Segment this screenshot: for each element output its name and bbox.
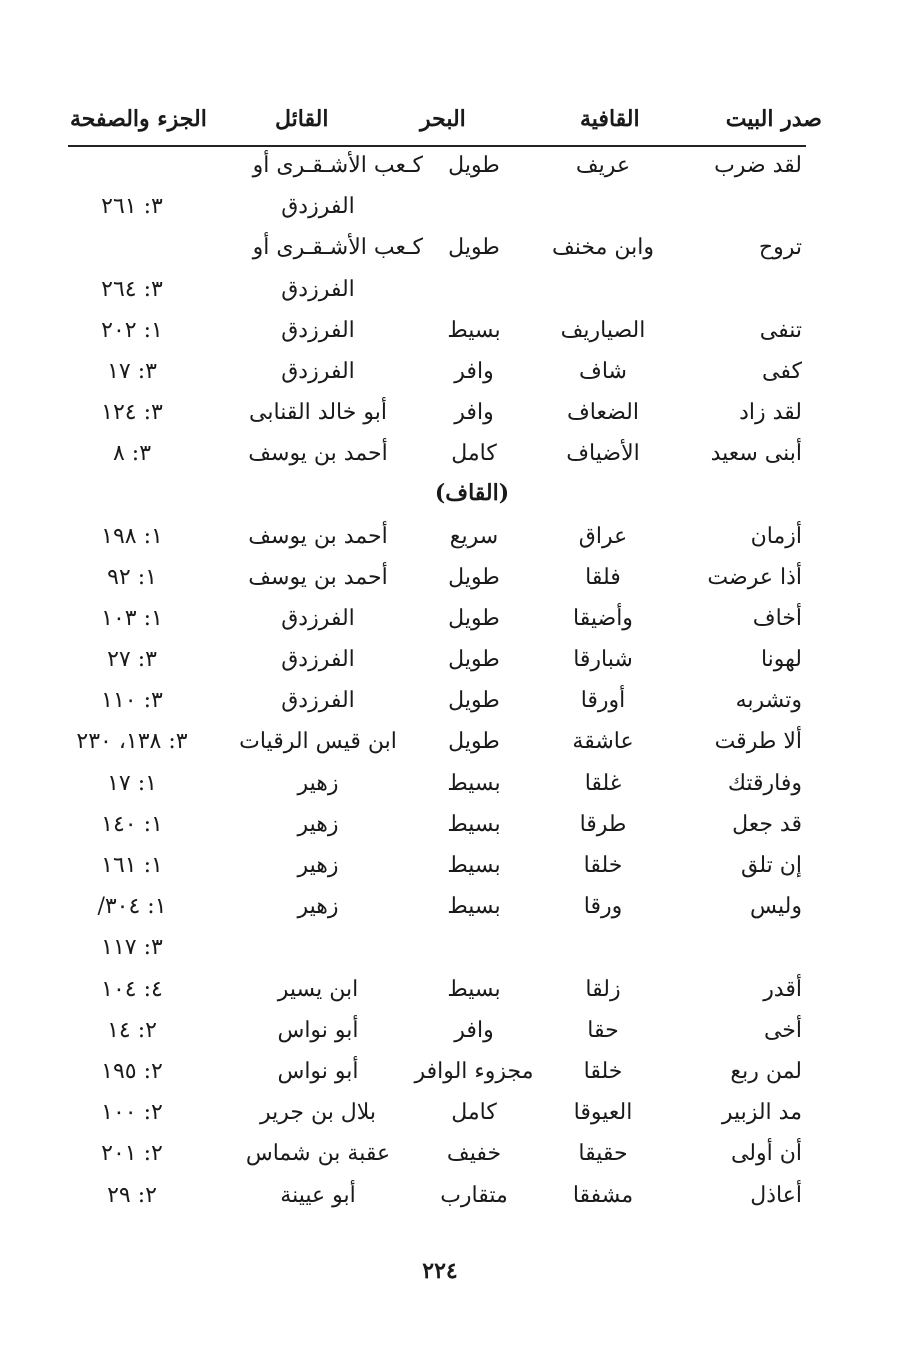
- verse-opening: مد الزبير: [721, 1100, 802, 1126]
- meter: بسيط: [447, 894, 501, 920]
- table-row: [0, 928, 924, 969]
- poet: الفرزدق: [281, 358, 355, 384]
- verse-opening: أقدر: [763, 976, 802, 1002]
- poet: الفرزدق: [281, 647, 355, 673]
- rhyme: طرقا: [579, 811, 627, 837]
- rhyme: فلقا: [585, 564, 621, 590]
- table-row: [0, 681, 924, 722]
- poet: الفرزدق: [281, 688, 355, 714]
- table-row: [0, 805, 924, 846]
- rhyme: الأضياف: [566, 441, 640, 467]
- verse-opening: تروح: [758, 235, 802, 261]
- volume-page-ref: ٣: ٢٦٤: [101, 276, 163, 302]
- rhyme: شاف: [579, 358, 627, 384]
- rhyme: العيوقا: [573, 1100, 633, 1126]
- poet: عقبة بن شماس: [245, 1141, 391, 1167]
- rhyme: زلقا: [585, 976, 621, 1002]
- verse-opening: أذا عرضت: [707, 564, 802, 590]
- table-row: [0, 1134, 924, 1175]
- verse-opening: ألا طرقت: [714, 729, 802, 755]
- volume-page-ref: ٢: ١٤: [107, 1017, 157, 1043]
- volume-page-ref: ٣: ١١٧: [101, 935, 163, 961]
- table-row: [0, 393, 924, 434]
- meter: وافر: [454, 1017, 494, 1043]
- rhyme: حقيقا: [578, 1141, 628, 1167]
- table-row: [0, 1011, 924, 1052]
- rhyme: الصياريف: [560, 317, 646, 343]
- rhyme: شبارقا: [573, 647, 633, 673]
- verse-opening: أخى: [763, 1017, 802, 1043]
- volume-page-ref: ٤: ١٠٤: [101, 976, 163, 1002]
- table-row: [0, 434, 924, 475]
- volume-page-ref: ١: ١٤٠: [101, 811, 163, 837]
- meter: كامل: [451, 441, 497, 467]
- page-number: ٢٢٤: [422, 1258, 458, 1284]
- verse-opening: وفارقتك: [727, 770, 802, 796]
- verse-opening: إن تلق: [740, 853, 802, 878]
- section-title: (القاف): [434, 479, 510, 506]
- table-row: [0, 599, 924, 640]
- section-heading: [0, 476, 924, 517]
- table-row: [0, 311, 924, 352]
- volume-page-ref: ٢: ٢٠١: [101, 1141, 163, 1167]
- rhyme: حقا: [587, 1017, 619, 1043]
- rhyme: عاشقة: [572, 729, 634, 755]
- meter: متقارب: [440, 1182, 508, 1208]
- verse-opening: أبنى سعيد: [710, 441, 802, 467]
- table-row: [0, 228, 924, 269]
- poet: بلال بن جرير: [259, 1100, 377, 1126]
- rhyme: ورقا: [583, 894, 623, 920]
- verse-opening: وتشربه: [735, 688, 802, 714]
- poet: الفرزدق: [281, 276, 355, 302]
- table-row: [0, 764, 924, 805]
- rhyme: مشفقا: [572, 1182, 634, 1208]
- poet: أبو خالد القنابى: [249, 400, 387, 426]
- verse-opening: وليس: [749, 894, 802, 920]
- table-row: [0, 846, 924, 887]
- meter: طويل: [448, 688, 500, 714]
- rhyme: خلقا: [583, 853, 623, 878]
- poet: أحمد بن يوسف: [248, 441, 388, 467]
- header-ref: الجزء والصفحة: [70, 106, 207, 132]
- verse-opening: لمن ربع: [730, 1058, 802, 1084]
- verse-index-table: [0, 146, 924, 1217]
- poet: زهير: [297, 853, 339, 878]
- volume-page-ref: ١: ١٠٣: [101, 605, 163, 631]
- header-sadr: صدر البيت: [725, 106, 822, 132]
- poet: الفرزدق: [281, 317, 355, 343]
- poet: أحمد بن يوسف: [248, 564, 388, 590]
- meter: طويل: [448, 647, 500, 673]
- table-row: [0, 558, 924, 599]
- volume-page-ref: ٣: ١٧: [107, 358, 157, 384]
- volume-page-ref: ٣: ٢٦١: [101, 194, 163, 220]
- volume-page-ref: ٣: ١٢٤: [101, 400, 163, 426]
- poet: ابن قيس الرقيات: [239, 729, 397, 755]
- header-qafiya: القافية: [580, 106, 640, 132]
- verse-opening: أعاذل: [750, 1182, 802, 1208]
- meter: مجزوء الوافر: [414, 1058, 534, 1084]
- rhyme: وابن مخنف: [552, 235, 654, 261]
- poet: ابن يسير: [277, 976, 359, 1002]
- table-row: [0, 722, 924, 763]
- meter: خفيف: [446, 1141, 502, 1167]
- poet: زهير: [297, 811, 339, 837]
- rhyme: عريف: [575, 153, 631, 178]
- poet: الفرزدق: [281, 194, 355, 220]
- volume-page-ref: ٢: ٢٩: [107, 1182, 157, 1208]
- meter: بسيط: [447, 770, 501, 796]
- rhyme: خلقا: [583, 1058, 623, 1084]
- table-row: [0, 270, 924, 311]
- volume-page-ref: ١: ٩٢: [107, 564, 157, 590]
- volume-page-ref: ١: ١٩٨: [101, 523, 163, 549]
- volume-page-ref: ٢: ١٩٥: [101, 1058, 163, 1084]
- volume-page-ref: ١: ٢٠٢: [101, 317, 163, 343]
- table-row: [0, 640, 924, 681]
- poet: أحمد بن يوسف: [248, 523, 388, 549]
- table-row: [0, 1176, 924, 1217]
- table-row: [0, 352, 924, 393]
- rhyme: عراق: [578, 523, 628, 549]
- table-row: [0, 887, 924, 928]
- header-bahr: البحر: [420, 106, 466, 132]
- volume-page-ref: ١: ١٦١: [101, 853, 163, 878]
- meter: بسيط: [447, 976, 501, 1002]
- header-qaail: القائل: [275, 106, 329, 132]
- meter: بسيط: [447, 317, 501, 343]
- volume-page-ref: ٣: ١٣٨، ٢٣٠: [76, 729, 188, 755]
- poet: كـعب الأشـقـرى أو: [252, 153, 423, 178]
- verse-opening: أزمان: [750, 523, 802, 549]
- volume-page-ref: ١: ٣٠٤/: [97, 894, 167, 920]
- table-row: [0, 146, 924, 187]
- table-header: [60, 100, 822, 140]
- rhyme: أورقا: [580, 688, 626, 714]
- rhyme: غلقا: [584, 770, 622, 796]
- verse-opening: تنفى: [759, 317, 802, 343]
- rhyme: الضعاف: [566, 400, 639, 426]
- table-row: [0, 1052, 924, 1093]
- volume-page-ref: ١: ١٧: [107, 770, 157, 796]
- verse-opening: قد جعل: [732, 811, 802, 837]
- volume-page-ref: ٢: ١٠٠: [101, 1100, 163, 1126]
- meter: وافر: [454, 358, 494, 384]
- table-row: [0, 517, 924, 558]
- meter: طويل: [448, 605, 500, 631]
- verse-opening: كفى: [762, 358, 802, 384]
- meter: بسيط: [447, 853, 501, 878]
- table-row: [0, 970, 924, 1011]
- poet: أبو نواس: [277, 1058, 359, 1084]
- meter: وافر: [454, 400, 494, 426]
- verse-opening: لقد زاد: [739, 400, 802, 426]
- meter: طويل: [448, 564, 500, 590]
- meter: كامل: [451, 1100, 497, 1126]
- volume-page-ref: ٣: ١١٠: [101, 688, 163, 714]
- verse-opening: أن أولى: [730, 1141, 802, 1167]
- meter: سريع: [449, 523, 499, 549]
- poet: كـعب الأشـقـرى أو: [252, 235, 423, 261]
- meter: بسيط: [447, 811, 501, 837]
- poet: زهير: [297, 894, 339, 920]
- poet: زهير: [297, 770, 339, 796]
- verse-opening: لهونا: [760, 647, 802, 673]
- table-row: [0, 1093, 924, 1134]
- poet: أبو نواس: [277, 1017, 359, 1043]
- poet: أبو عيينة: [280, 1182, 356, 1208]
- meter: طويل: [448, 729, 500, 755]
- meter: طويل: [448, 235, 500, 261]
- poet: الفرزدق: [281, 605, 355, 631]
- volume-page-ref: ٣: ٨: [112, 441, 152, 467]
- verse-opening: أخاف: [752, 605, 802, 631]
- verse-opening: لقد ضرب: [714, 153, 802, 178]
- meter: طويل: [448, 153, 500, 178]
- table-row: [0, 187, 924, 228]
- volume-page-ref: ٣: ٢٧: [107, 647, 157, 673]
- rhyme: وأضيقا: [573, 605, 633, 631]
